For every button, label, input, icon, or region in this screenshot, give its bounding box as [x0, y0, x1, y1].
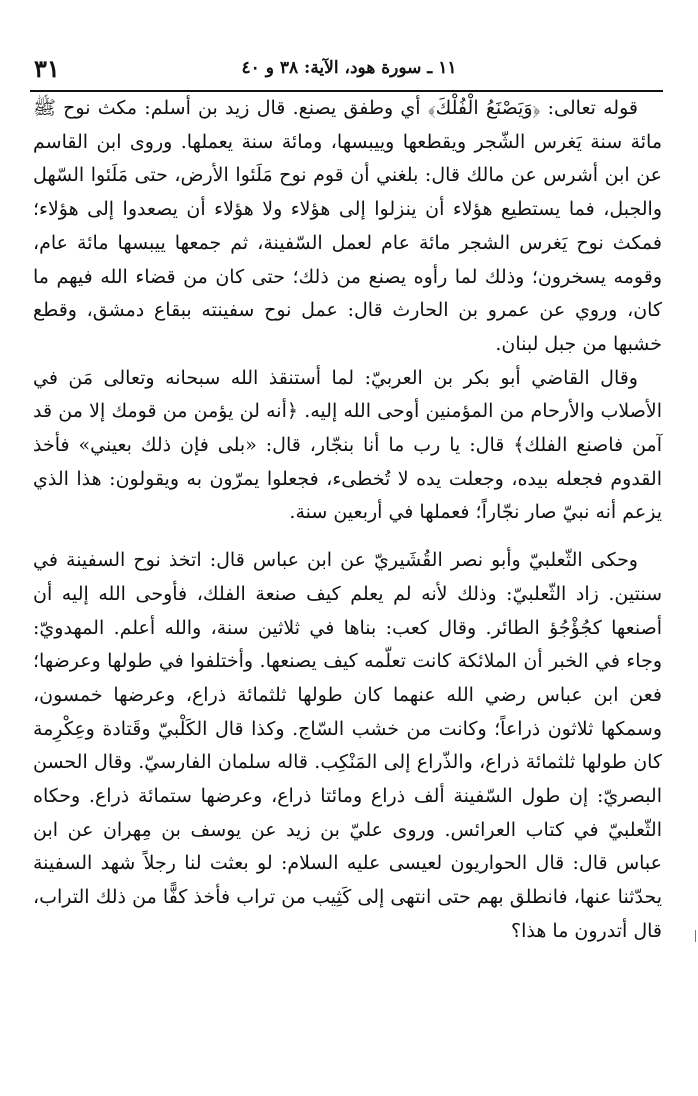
page-number: ٣١: [34, 54, 60, 83]
page-header: [30, 48, 668, 88]
scan-edge-mark: [695, 930, 696, 942]
paragraph-1: قوله تعالى: ﴿وَيَصْنَعُ الْفُلْكَ﴾ أي وطفق يصنع. قال زيد بن أسلم: مكث نوح ﷺ مائة سنة يَغرس الشّجر ويقطعها وييبسها، ومائة سنة يعملها. وروى ابن القاسم عن ابن أشرس عن مالك قال: بلغني أن قوم نوح مَلَئوا الأرض، حتى مَلَئوا السّهل والجبل، فما يستطيع هؤلاء أن ينزلوا إلى هؤلاء ولا هؤلاء أن يصعدوا إلى هؤلاء؛ فمكث نوح يَغرس الشجر مائة عام لعمل السّفينة، ثم جمعها ييبسها مائة عام، وقومه يسخرون؛ وذلك لما رأوه يصنع من ذلك؛ حتى كان من قضاء الله فيهم ما كان، وروي عن عمرو بن الحارث قال: عمل نوح سفينته ببقاع دمشق، وقطع خشبها من جبل لبنان.: [33, 97, 662, 355]
body-text: [33, 92, 662, 949]
paragraph-2: وقال القاضي أبو بكر بن العربيّ: لما أستنقذ الله سبحانه وتعالى مَن في الأصلاب والأرحام من المؤمنين أوحى الله إليه. ﴿أنه لن يؤمن من قومك إلا من قد آمن فاصنع الفلك﴾ قال: يا رب ما أنا بنجّار، قال: «بلى فإن ذلك بعيني» فأخذ القدوم فجعله بيده، وجعلت يده لا تُخطىء، فجعلوا يمرّون به ويقولون: هذا الذي يزعم أنه نبيّ صار نجّاراً؛ فعملها في أربعين سنة.: [33, 366, 662, 524]
paragraph-3: وحكى الثّعلبيّ وأبو نصر القُشَيريّ عن ابن عباس قال: اتخذ نوح السفينة في سنتين. زاد الثّعلبيّ: وذلك لأنه لم يعلم كيف صنعة الفلك، فأوحى الله إليه أن أصنعها كجُؤْجُؤ الطائر. وقال كعب: بناها في ثلاثين سنة، والله أعلم. المهدويّ: وجاء في الخبر أن الملائكة كانت تعلّمه كيف يصنعها. وأختلفوا في طولها وعرضها؛ فعن ابن عباس رضي الله عنهما كان طولها ثلثمائة ذراع، وعرضها خمسون، وسمكها ثلاثون ذراعاً؛ وكانت من خشب السّاج. وكذا قال الكَلْبيّ وقَتادة وعِكْرِمة كان طولها ثلثمائة ذراع، والذّراع إلى المَنْكِب. قاله سلمان الفارسيّ. وقال الحسن البصريّ: إن طول السّفينة ألف ذراع ومائتا ذراع، وعرضها ستمائة ذراع. وحكاه الثّعلبيّ في كتاب العرائس. وروى عليّ بن زيد عن يوسف بن مِهران عن ابن عباس قال: قال الحواريون لعيسى عليه السلام: لو بعثت لنا رجلاً شهد السفينة يحدّثنا عنها، فانطلق بهم حتى انتهى إلى كَثِيب من تراب فأخذ كفًّا من ذلك التراب، قال أتدرون ما هذا؟: [33, 549, 662, 942]
running-head: ١١ ـ سورة هود، الآية: ٣٨ و ٤٠: [241, 58, 457, 78]
